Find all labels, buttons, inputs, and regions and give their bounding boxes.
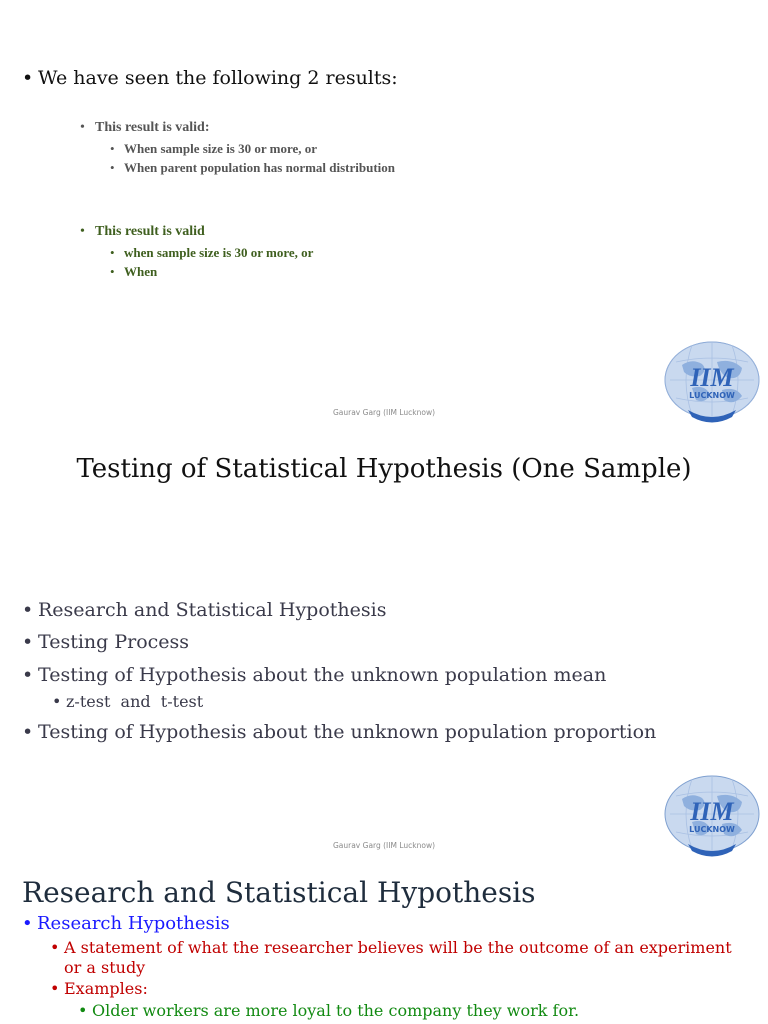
slide-footer: Gaurav Garg (IIM Lucknow) [332,408,436,417]
slide-2 [0,432,768,864]
result2-condition-2 [110,264,157,280]
condition-text: when sample size is 30 or more, or [124,245,314,260]
slide-title: Testing of Statistical Hypothesis (One Sample) [76,454,692,484]
condition-text: When [124,264,158,279]
bullet-glyph: • [22,631,34,653]
bullet-glyph: • [52,692,62,711]
research-hypothesis-text: Research Hypothesis [37,913,230,934]
research-hypothesis-item [22,913,230,934]
bullet-glyph: • [78,1001,88,1020]
agenda-item-1 [22,599,386,621]
agenda-item-text: Research and Statistical Hypothesis [38,599,387,621]
main-bullet [22,67,398,89]
agenda-item-3 [22,664,606,686]
condition-text: When parent population has normal distribution [124,160,396,175]
bullet-glyph: • [22,664,34,686]
slide-title: Research and Statistical Hypothesis [22,876,536,909]
agenda-item-text: Testing Process [38,631,190,653]
condition-text: When sample size is 30 or more, or [124,141,318,156]
svg-text:LUCKNOW: LUCKNOW [689,391,735,400]
iim-lucknow-logo [662,774,762,860]
bullet-glyph: • [22,67,34,89]
bullet-glyph: • [22,913,33,934]
bullet-glyph: • [80,120,85,135]
examples-item [50,979,148,998]
result2-heading-text: This result is valid [95,224,205,239]
bullet-glyph: • [50,979,60,998]
result1-heading-text: This result is valid: [95,120,210,135]
example-item-1 [78,1001,579,1020]
agenda-item-text: Testing of Hypothesis about the unknown population mean [38,664,607,686]
result1-heading [80,120,210,136]
svg-text:LUCKNOW: LUCKNOW [689,825,735,834]
bullet-glyph: • [22,599,34,621]
svg-text:IIM: IIM [690,797,734,826]
svg-text:IIM: IIM [690,363,734,392]
bullet-glyph: • [110,245,115,260]
example-text: Older workers are more loyal to the company they work for. [92,1001,580,1020]
result1-condition-1 [110,141,317,157]
bullet-glyph: • [110,160,115,175]
bullet-glyph: • [110,141,115,156]
globe-logo-icon [662,340,762,426]
bullet-glyph: • [80,224,85,239]
agenda-item-4 [22,721,656,743]
agenda-sub-item [52,692,203,711]
result2-condition-1 [110,245,313,261]
iim-lucknow-logo [662,340,762,426]
statement-item [50,938,750,978]
result1-condition-2 [110,160,395,176]
bullet-glyph: • [50,938,60,957]
statement-text: A statement of what the researcher believes will be the outcome of an experiment or a study [64,938,732,977]
main-bullet-text: We have seen the following 2 results: [38,67,398,89]
slide-footer: Gaurav Garg (IIM Lucknow) [332,841,436,850]
result2-heading [80,224,205,240]
slide-1 [0,0,768,432]
slide-3 [0,864,768,1024]
globe-logo-icon [662,774,762,860]
agenda-item-text: Testing of Hypothesis about the unknown population proportion [38,721,657,743]
agenda-item-2 [22,631,189,653]
agenda-sub-item-text: z-test and t-test [66,692,204,711]
examples-label-text: Examples: [64,979,148,998]
bullet-glyph: • [110,264,115,279]
bullet-glyph: • [22,721,34,743]
